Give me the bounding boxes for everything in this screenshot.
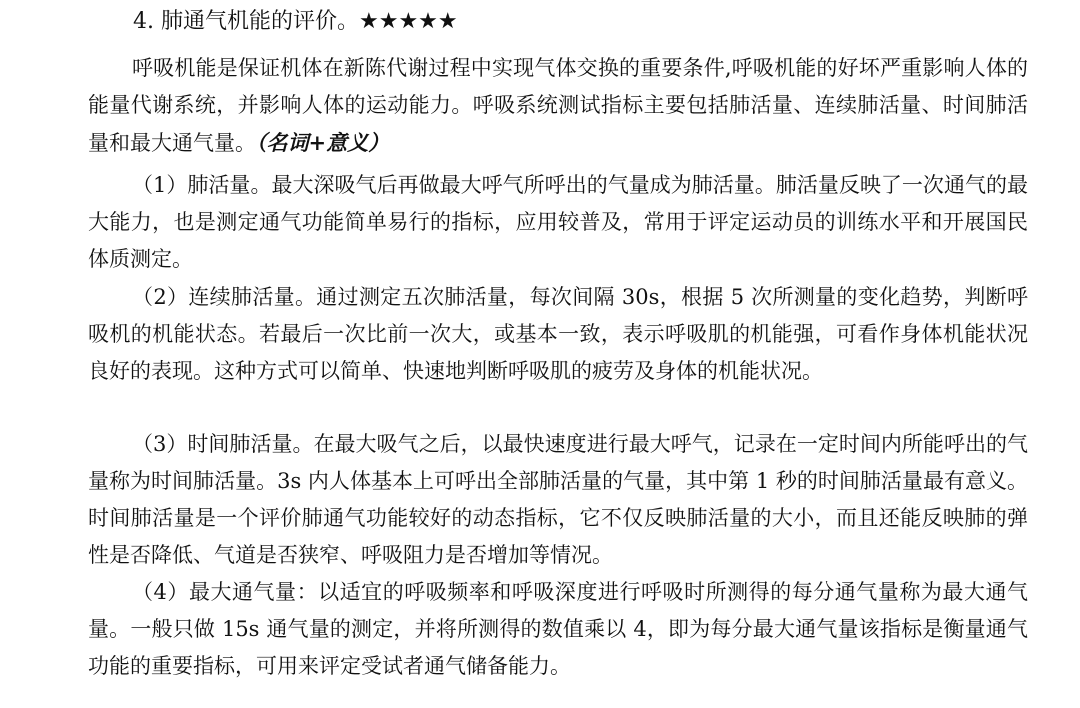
section-title: 肺通气机能的评价。 bbox=[161, 9, 360, 34]
section-number: 4. bbox=[133, 9, 154, 34]
intro-text: 呼吸机能是保证机体在新陈代谢过程中实现气体交换的重要条件,呼吸机能的好坏严重影响人体的能量代谢系统，并影响人体的运动能力。呼吸系统测试指标主要包括肺活量、连续肺活量、时间肺活量和最大通气量。 bbox=[88, 56, 1028, 155]
paragraph-maximal-ventilation: （4）最大通气量：以适宜的呼吸频率和呼吸深度进行呼吸时所测得的每分通气量称为最大通气量。一般只做 15s 通气量的测定，并将所测得的数值乘以 4，即为每分最大通气量该指标是衡量通气功能的重要指标，可用来评定受试者通气储备能力。 bbox=[88, 580, 1028, 678]
intro-note: （名词+意义） bbox=[256, 130, 390, 155]
rating-stars: ★★★★★ bbox=[359, 9, 458, 34]
intro-paragraph bbox=[88, 50, 1028, 162]
paragraph-vital-capacity: （1）肺活量。最大深吸气后再做最大呼气所呼出的气量成为肺活量。肺活量反映了一次通气的最大能力，也是测定通气功能简单易行的指标，应用较普及，常用于评定运动员的训练水平和开展国民体质测定。 bbox=[88, 173, 1028, 271]
section-heading bbox=[133, 6, 458, 38]
paragraph-timed-vital-capacity: （3）时间肺活量。在最大吸气之后，以最快速度进行最大呼气，记录在一定时间内所能呼出的气量称为时间肺活量。3s 内人体基本上可呼出全部肺活量的气量，其中第 1 秒的时间肺活量最有意义。时间肺活量是一个评价肺通气功能较好的动态指标，它不仅反映肺活量的大小，而且还能反映肺的弹性是否降低、气道是否狭窄、呼吸阻力是否增加等情况。 bbox=[88, 432, 1028, 567]
paragraph-continuous-vital-capacity: （2）连续肺活量。通过测定五次肺活量，每次间隔 30s，根据 5 次所测量的变化趋势，判断呼吸机的机能状态。若最后一次比前一次大，或基本一致，表示呼吸肌的机能强，可看作身体机能状况良好的表现。这种方式可以简单、快速地判断呼吸肌的疲劳及身体的机能状况。 bbox=[88, 285, 1028, 383]
